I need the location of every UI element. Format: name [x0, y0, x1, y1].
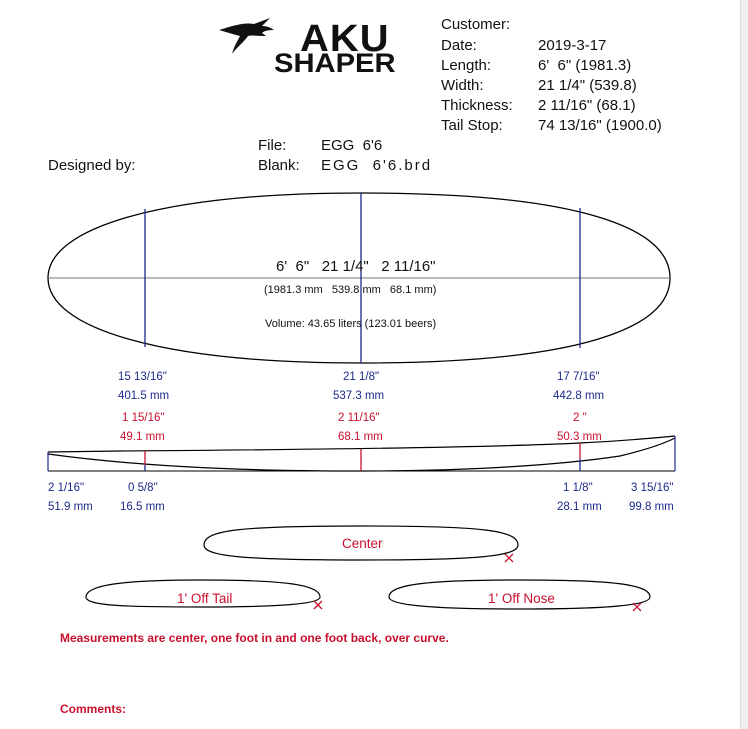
rail-marker-center	[505, 554, 513, 562]
designed-by-label: Designed by:	[48, 157, 136, 174]
rocker-nose-end-mm: 99.8 mm	[629, 501, 674, 513]
rocker-tail-station-mm: 16.5 mm	[120, 501, 165, 513]
outline-volume: Volume: 43.65 liters (123.01 beers)	[265, 318, 437, 330]
rail-label-center: Center	[342, 536, 383, 551]
spec-label-thickness: Thickness:	[441, 97, 513, 114]
rail-label-tail: 1' Off Tail	[177, 591, 233, 606]
outline-dims: 6' 6" 21 1/4" 2 11/16"	[276, 258, 436, 275]
spec-label-customer: Customer:	[441, 16, 511, 33]
width-center-mm: 537.3 mm	[333, 390, 385, 402]
spec-value-width: 21 1/4" (539.8)	[538, 77, 637, 94]
rail-marker-nose	[633, 603, 641, 611]
thickness-center-in: 2 11/16"	[338, 412, 380, 424]
outline-dims-mm: (1981.3 mm 539.8 mm 68.1 mm)	[264, 284, 437, 296]
spec-value-length: 6' 6" (1981.3)	[538, 57, 632, 74]
rocker-nose-station-in: 1 1/8"	[563, 482, 593, 494]
rail-label-nose: 1' Off Nose	[488, 591, 555, 606]
comments-label: Comments:	[60, 702, 127, 716]
spec-label-tail-stop: Tail Stop:	[441, 117, 503, 134]
rocker-nose-station-mm: 28.1 mm	[557, 501, 602, 513]
width-nose-in: 17 7/16"	[557, 371, 600, 383]
rocker-tail-end-in: 2 1/16"	[48, 482, 85, 494]
thickness-tail-mm: 49.1 mm	[120, 431, 165, 443]
rail-marker-tail	[314, 601, 322, 609]
measurement-note: Measurements are center, one foot in and one foot back, over curve.	[60, 631, 449, 645]
width-tail-in: 15 13/16"	[118, 371, 167, 383]
spec-label-date: Date:	[441, 37, 477, 54]
board-outline	[48, 193, 670, 363]
logo-text-aku: AKU	[300, 18, 390, 60]
thickness-tail-in: 1 15/16"	[122, 412, 165, 424]
rocker-tail-end-mm: 51.9 mm	[48, 501, 93, 513]
scrollbar[interactable]	[740, 0, 748, 729]
spec-value-thickness: 2 11/16" (68.1)	[538, 97, 636, 114]
thickness-nose-in: 2 "	[573, 412, 587, 424]
blank-value: EGG 6'6.brd	[321, 157, 433, 174]
rocker-tail-station-in: 0 5/8"	[128, 482, 158, 494]
spec-label-width: Width:	[441, 77, 484, 94]
spec-value-date: 2019-3-17	[538, 37, 607, 54]
width-nose-mm: 442.8 mm	[553, 390, 605, 402]
spec-value-tail-stop: 74 13/16" (1900.0)	[538, 117, 662, 134]
file-value: EGG 6'6	[321, 137, 383, 154]
width-tail-mm: 401.5 mm	[118, 390, 170, 402]
width-center-in: 21 1/8"	[343, 371, 380, 383]
blank-label: Blank:	[258, 157, 300, 174]
rocker-nose-end-in: 3 15/16"	[631, 482, 674, 494]
thickness-nose-mm: 50.3 mm	[557, 431, 602, 443]
logo-text-shaper: SHAPER	[274, 48, 396, 78]
spec-label-length: Length:	[441, 57, 492, 74]
file-label: File:	[258, 137, 287, 154]
thickness-center-mm: 68.1 mm	[338, 431, 383, 443]
